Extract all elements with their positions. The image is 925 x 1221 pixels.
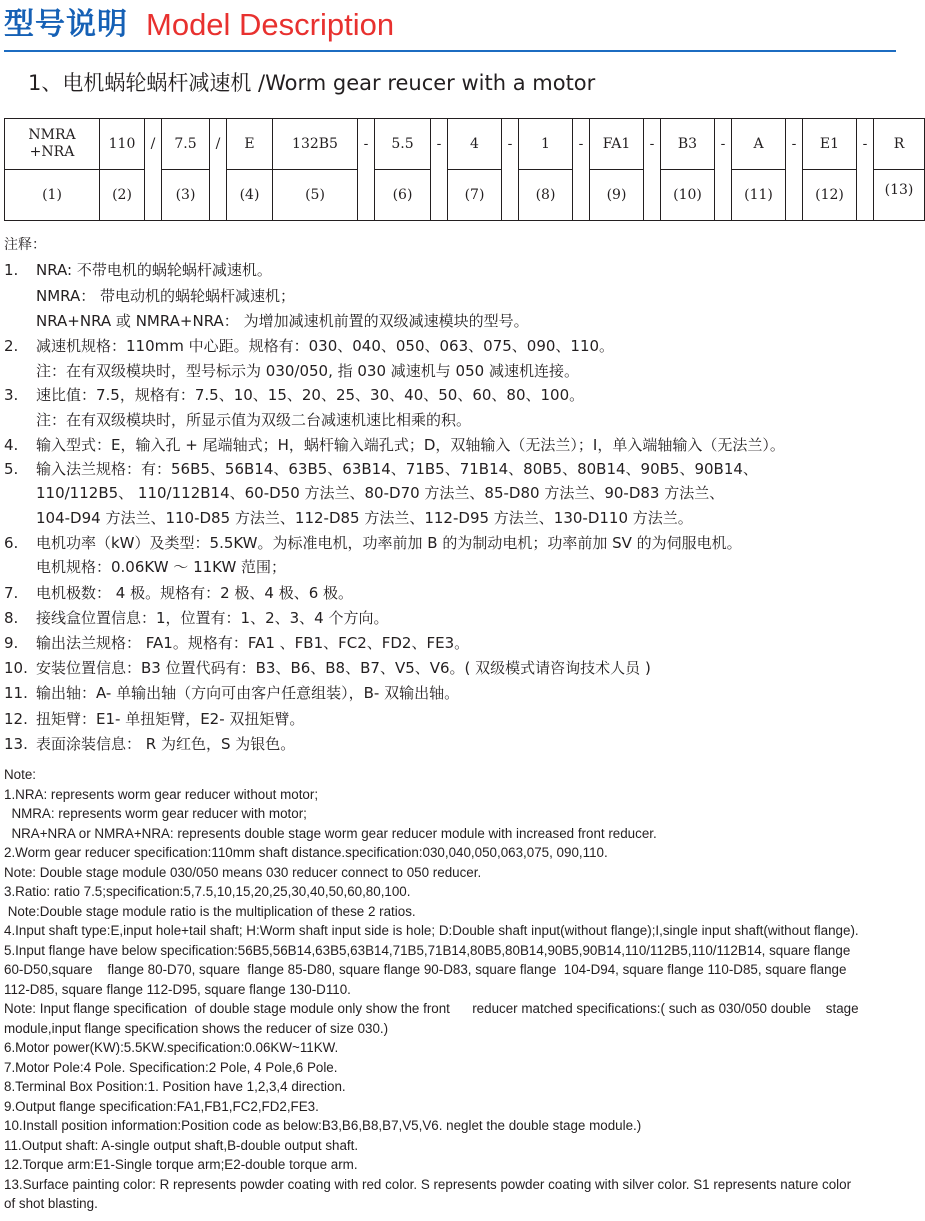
note-cn-text: 注：在有双级模块时，所显示值为双级二台减速机速比相乘的积。 xyxy=(36,411,472,429)
note-cn-text: 表面涂装信息： R 为红色，S 为银色。 xyxy=(36,735,296,753)
code-cell: E xyxy=(227,119,273,170)
index-cell: (5) xyxy=(273,170,358,221)
note-cn-text: 电机功率（kW）及类型：5.5KW。为标准电机，功率前加 B 的为制动电机；功率前加 SV 的为伺服电机。 xyxy=(36,534,742,552)
note-en-line: 8.Terminal Box Position:1. Position have 1,2,3,4 direction. xyxy=(4,1079,346,1094)
code-cell: FA1 xyxy=(590,119,644,170)
note-cn-number: 7. xyxy=(4,584,19,602)
note-cn-number: 6. xyxy=(4,534,19,552)
separator-cell: - xyxy=(786,119,803,221)
note-en-line: Note: Input flange specification of double stage module only show the front reducer matched specifications:( such as 030/050 double stage xyxy=(4,1001,859,1016)
note-en-line: 4.Input shaft type:E,input hole+tail shaft; H:Worm shaft input side is hole; D:Double shaft input(without flange);I,single input shaft(without flange). xyxy=(4,923,859,938)
note-en-line: NMRA: represents worm gear reducer with motor; xyxy=(4,806,307,821)
separator-cell: - xyxy=(857,119,874,221)
note-cn-number: 9. xyxy=(4,634,19,652)
index-cell: (2) xyxy=(100,170,145,221)
section-heading: 1、电机蜗轮蜗杆减速机 /Worm gear reucer with a motor xyxy=(28,71,596,95)
note-cn-text: 扭矩臂：E1- 单扭矩臂，E2- 双扭矩臂。 xyxy=(36,710,305,728)
page-title-en: Model Description xyxy=(146,7,395,42)
note-en-line: 1.NRA: represents worm gear reducer without motor; xyxy=(4,786,319,802)
note-cn-number: 1. xyxy=(4,261,19,279)
index-cell: (9) xyxy=(590,170,644,221)
note-cn-number: 5. xyxy=(4,460,19,478)
code-cell: A xyxy=(732,119,786,170)
code-cell: 4 xyxy=(448,119,502,170)
note-cn-text: 输出轴：A- 单输出轴（方向可由客户任意组装），B- 双输出轴。 xyxy=(36,684,460,702)
separator-cell: / xyxy=(145,119,162,221)
note-cn-number: 8. xyxy=(4,609,19,627)
note-en-line: 12.Torque arm:E1-Single torque arm;E2-double torque arm. xyxy=(4,1157,358,1172)
note-cn-text: NRA+NRA 或 NMRA+NRA： 为增加减速机前置的双级减速模块的型号。 xyxy=(36,312,529,330)
note-en-line: 5.Input flange have below specification:56B5,56B14,63B5,63B14,71B5,71B14,80B5,80B14,90B5,90B14,110/112B5,110/112B14, square flange xyxy=(4,942,851,958)
note-cn-number: 3. xyxy=(4,386,19,404)
note-cn-text: 110/112B5、 110/112B14、60-D50 方法兰、80-D70 方法兰、85-D80 方法兰、90-D83 方法兰、 xyxy=(36,484,725,502)
note-en-line: 112-D85, square flange 112-D95, square flange 130-D110. xyxy=(4,981,351,997)
index-cell: (1) xyxy=(5,170,100,221)
note-cn-number: 13. xyxy=(4,735,28,753)
note-cn-text: 104-D94 方法兰、110-D85 方法兰、112-D85 方法兰、112-D95 方法兰、130-D110 方法兰。 xyxy=(36,509,693,527)
code-cell: 1 xyxy=(519,119,573,170)
note-en-line: of shot blasting. xyxy=(4,1196,98,1211)
note-en-line: 2.Worm gear reducer specification:110mm shaft distance.specification:030,040,050,063,075, 090,110. xyxy=(4,845,608,860)
code-cell: R xyxy=(874,119,925,170)
code-cell: 110 xyxy=(100,119,145,170)
note-en-line: 7.Motor Pole:4 Pole. Specification:2 Pole, 4 Pole,6 Pole. xyxy=(4,1059,338,1075)
index-cell: (4) xyxy=(227,170,273,221)
note-en-line: 11.Output shaft: A-single output shaft,B-double output shaft. xyxy=(4,1137,359,1153)
separator-cell: - xyxy=(644,119,661,221)
note-en-line: Note: Double stage module 030/050 means 030 reducer connect to 050 reducer. xyxy=(4,864,482,880)
index-cell: (6) xyxy=(375,170,431,221)
code-cell: 5.5 xyxy=(375,119,431,170)
notes-en xyxy=(4,765,896,1214)
index-cell: (11) xyxy=(732,170,786,221)
model-code-table xyxy=(4,118,925,221)
page-title-cn: 型号说明 xyxy=(4,7,128,42)
notes-cn-heading: 注释： xyxy=(4,237,46,253)
note-cn-text: 安装位置信息：B3 位置代码有：B3、B6、B8、B7、V5、V6。( 双级模式请咨询技术人员 ) xyxy=(36,659,651,677)
code-cell: NMRA +NRA xyxy=(5,119,100,170)
index-cell: (10) xyxy=(661,170,715,221)
note-cn-number: 11. xyxy=(4,684,28,702)
note-en-line: 13.Surface painting color: R represents powder coating with red color. S represents powder coating with silver color. S1 represents nature color xyxy=(4,1176,852,1192)
note-en-line: Note: xyxy=(4,767,37,782)
note-cn-text: 输出法兰规格： FA1。规格有：FA1 、FB1、FC2、FD2、FE3。 xyxy=(36,634,470,652)
note-en-line: module,input flange specification shows the reducer of size 030.) xyxy=(4,1020,389,1036)
note-en-line: 60-D50,square flange 80-D70, square flange 85-D80, square flange 90-D83, square flange 104-D94, square flange 110-D85, square flange xyxy=(4,962,847,977)
note-cn-text: 减速机规格：110mm 中心距。规格有：030、040、050、063、075、090、110。 xyxy=(36,337,615,355)
note-cn-text: 接线盒位置信息：1，位置有：1、2、3、4 个方向。 xyxy=(36,609,389,627)
note-en-line: 10.Install position information:Position code as below:B3,B6,B8,B7,V5,V6. neglet the double stage module.) xyxy=(4,1118,642,1133)
note-cn-text: 注：在有双级模块时，型号标示为 030/050, 指 030 减速机与 050 减速机连接。 xyxy=(36,362,579,380)
note-en-line: Note:Double stage module ratio is the multiplication of these 2 ratios. xyxy=(4,903,416,919)
note-cn-number: 10. xyxy=(4,659,28,677)
note-cn-text: NMRA： 带电动机的蜗轮蜗杆减速机； xyxy=(36,287,296,305)
note-cn-text: NRA: 不带电机的蜗轮蜗杆减速机。 xyxy=(36,261,272,279)
note-en-line: 9.Output flange specification:FA1,FB1,FC2,FD2,FE3. xyxy=(4,1098,319,1114)
note-cn-number: 2. xyxy=(4,337,19,355)
note-cn-number: 4. xyxy=(4,436,19,454)
separator-cell: - xyxy=(573,119,590,221)
note-cn-text: 输入法兰规格：有：56B5、56B14、63B5、63B14、71B5、71B14、80B5、80B14、90B5、90B14、 xyxy=(36,460,758,478)
model-code-row xyxy=(5,119,925,170)
note-en-line: 3.Ratio: ratio 7.5;specification:5,7.5,10,15,20,25,30,40,50,60,80,100. xyxy=(4,884,411,899)
note-en-line: 6.Motor power(KW):5.5KW.specification:0.06KW~11KW. xyxy=(4,1040,339,1055)
index-cell: (13) xyxy=(874,170,925,221)
separator-cell: - xyxy=(715,119,732,221)
note-cn-text: 速比值：7.5，规格有：7.5、10、15、20、25、30、40、50、60、80、100。 xyxy=(36,386,585,404)
index-cell: (7) xyxy=(448,170,502,221)
title-divider xyxy=(4,50,896,52)
index-cell: (12) xyxy=(803,170,857,221)
index-cell: (3) xyxy=(162,170,210,221)
code-cell: 132B5 xyxy=(273,119,358,170)
index-cell: (8) xyxy=(519,170,573,221)
note-cn-text: 电机极数： 4 极。规格有：2 极、4 极、6 极。 xyxy=(36,584,354,602)
separator-cell: - xyxy=(431,119,448,221)
note-cn-text: 电机规格：0.06KW ～ 11KW 范围； xyxy=(36,558,287,576)
note-cn-number: 12. xyxy=(4,710,28,728)
code-cell: 7.5 xyxy=(162,119,210,170)
separator-cell: / xyxy=(210,119,227,221)
note-en-line: NRA+NRA or NMRA+NRA: represents double stage worm gear reducer module with increased front reducer. xyxy=(4,825,657,841)
separator-cell: - xyxy=(358,119,375,221)
separator-cell: - xyxy=(502,119,519,221)
code-cell: E1 xyxy=(803,119,857,170)
code-cell: B3 xyxy=(661,119,715,170)
note-cn-text: 输入型式：E，输入孔 + 尾端轴式；H，蜗杆输入端孔式；D，双轴输入（无法兰）；I，单入端轴输入（无法兰）。 xyxy=(36,436,785,454)
